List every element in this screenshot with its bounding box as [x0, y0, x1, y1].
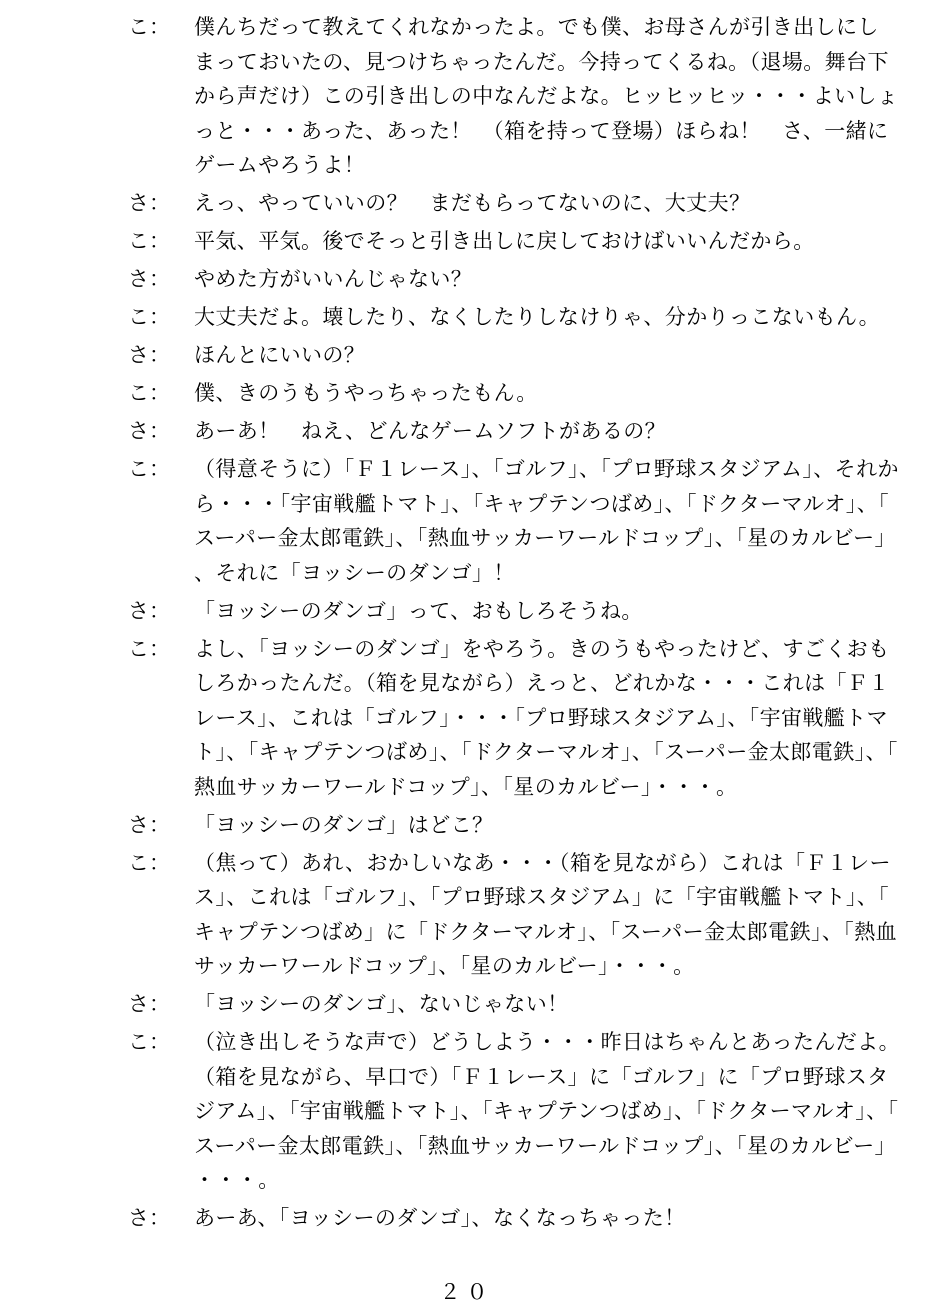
speaker-label: こ：: [128, 636, 170, 661]
speech-text: あーあ、「ヨッシーのダンゴ」、なくなっちゃった！: [194, 1206, 686, 1230]
dialogue-line: [128, 224, 900, 259]
speech-text: （泣き出しそうな声で）どうしよう・・・昨日はちゃんとあったんだよ。（箱を見ながら、早口で）「Ｆ１レース」に「ゴルフ」に「プロ野球スタジアム」、「宇宙戦艦トマト」、「キャプテンつばめ」、「ドクターマルオ」、「スーパー金太郎電鉄」、「熱血サッカーワールドコップ」、「星のカルビー」・・・。: [194, 1030, 900, 1192]
speech-text: （焦って）あれ、おかしいなあ・・・（箱を見ながら）これは「Ｆ１レース」、これは「ゴルフ」、「プロ野球スタジアム」に「宇宙戦艦トマト」、「キャプテンつばめ」に「ドクターマルオ」、「スーパー金太郎電鉄」、「熱血サッカーワールドコップ」、「星のカルビー」・・・。: [194, 850, 898, 978]
speech-text: ほんとにいいの？: [194, 343, 366, 367]
dialogue-line: [128, 186, 900, 221]
speech-text: 平気、平気。後でそっと引き出しに戻しておけばいいんだから。: [194, 229, 815, 253]
speaker-label: こ：: [128, 305, 170, 329]
dialogue-line: [128, 846, 900, 984]
dialogue-line: [128, 10, 900, 183]
script-dialogue: [128, 10, 900, 1239]
speaker-label: さ：: [128, 1206, 170, 1230]
dialogue-line: [128, 594, 900, 629]
dialogue-line: [128, 300, 900, 335]
speech-text: 大丈夫だよ。壊したり、なくしたりしなけりゃ、分かりっこないもん。: [194, 305, 881, 329]
speech-text: 「ヨッシーのダンゴ」って、おもしろそうね。: [194, 598, 643, 623]
speaker-label: さ：: [128, 343, 170, 367]
speaker-label: さ：: [128, 812, 170, 837]
dialogue-line: [128, 452, 900, 590]
dialogue-line: [128, 414, 900, 449]
speech-text: えっ、やっていいの？ まだもらってないのに、大丈夫？: [194, 191, 751, 215]
dialogue-line: [128, 1025, 900, 1198]
dialogue-line: [128, 376, 900, 411]
speech-text: 僕、きのうもうやっちゃったもん。: [194, 381, 538, 405]
speech-text: 「ヨッシーのダンゴ」はどこ？: [194, 812, 494, 837]
speaker-label: さ：: [128, 267, 170, 291]
speaker-label: こ：: [128, 229, 170, 253]
dialogue-line: [128, 262, 900, 297]
dialogue-line: [128, 987, 900, 1022]
dialogue-line: [128, 1201, 900, 1236]
speaker-label: こ：: [128, 850, 170, 875]
speaker-label: こ：: [128, 15, 170, 39]
speaker-label: さ：: [128, 419, 170, 443]
speech-text: あーあ！ ねえ、どんなゲームソフトがあるの？: [194, 419, 667, 443]
speech-text: （得意そうに）「Ｆ１レース」、「ゴルフ」、「プロ野球スタジアム」、それから・・・「宇宙戦艦トマト」、「キャプテンつばめ」、「ドクターマルオ」、「スーパー金太郎電鉄」、「熱血サッカーワールドコップ」、「星のカルビー」、それに「ヨッシーのダンゴ」！: [194, 457, 899, 585]
speaker-label: こ：: [128, 457, 170, 481]
speaker-label: こ：: [128, 381, 170, 405]
dialogue-line: [128, 632, 900, 805]
speech-text: よし、「ヨッシーのダンゴ」をやろう。きのうもやったけど、すごくおもしろかったんだ。（箱を見ながら）えっと、どれかな・・・これは「Ｆ１レース」、これは「ゴルフ」・・・「プロ野球スタジアム」、「宇宙戦艦トマト」、「キャプテンつばめ」、「ドクターマルオ」、「スーパー金太郎電鉄」、「熱血サッカーワールドコップ」、「星のカルビー」・・・。: [194, 636, 898, 799]
speaker-label: さ：: [128, 992, 170, 1016]
dialogue-line: [128, 808, 900, 843]
speech-text: 僕んちだって教えてくれなかったよ。でも僕、お母さんが引き出しにしまっておいたの、見つけちゃったんだ。今持ってくるね。（退場。舞台下から声だけ）この引き出しの中なんだよな。ヒッヒッヒッ・・・よいしょっと・・・あった、あった！ （箱を持って登場）ほらね！ さ、一緒にゲームやろうよ！: [194, 15, 899, 177]
speech-text: やめた方がいいんじゃない？: [194, 267, 473, 291]
dialogue-line: [128, 338, 900, 373]
page-number: ２０: [439, 1280, 494, 1304]
speech-text: 「ヨッシーのダンゴ」、ないじゃない！: [194, 992, 569, 1016]
speaker-label: こ：: [128, 1030, 170, 1054]
speaker-label: さ：: [128, 598, 170, 623]
speaker-label: さ：: [128, 191, 170, 215]
